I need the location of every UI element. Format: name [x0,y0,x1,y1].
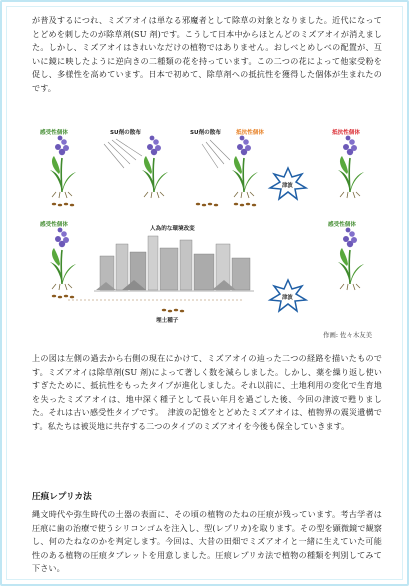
section-heading: 圧痕レプリカ法 [32,492,92,502]
plant-5 [50,228,76,290]
label-susceptible-1: 感受性個体 [40,130,68,136]
label-susceptible-2: 感受性個体 [40,222,68,228]
label-tsunami-2: 津波 [282,295,293,301]
spray-2 [202,140,230,168]
seeds-3 [234,203,256,207]
seeds-2 [196,203,218,207]
plant-1 [50,136,76,198]
plant-6 [338,228,364,290]
seeds-1 [52,203,74,207]
label-buried-seeds: 埋土種子 [156,318,179,324]
label-human-env: 人為的な環境改変 [150,226,195,232]
city-illustration [94,236,254,291]
intro-paragraph: が普及するにつれ、ミズアオイは単なる邪魔者として除草の対象となりました。近代になってとどめを刺したのが除草剤(SU 剤)です。こうして日本中からほとんどのミズアオイが消えました。しかし、ミズアオイはきれいなだけの植物ではありません。おしべとめしべの配置が、互いに鏡に映したように逆向きの二種類の花を持っています。この二つの花によって他家受粉を促し、多様性を高めています。日本で初めて、除草剤への抵抗性を獲得した個体が生まれたのです。 [32,15,382,93]
label-su-spray-1: SU剤の散布 [110,130,141,136]
section-paragraph: 縄文時代や弥生時代の土器の表面に、その頃の植物のたねの圧痕が残っています。考古学者は圧痕に歯の治療で使うシリコンゴムを注入し、型(レプリカ)を取ります。その型を顕微鏡で観察し、何のたねなのかを判定します。今回は、大昔の田畑でミズアオイと一緒に生えていた可能性のある植物の圧痕タブレットを用意しました。圧痕レプリカ法で植物の種類を判別してみて下さい。 [32,509,382,574]
figure-credit: 作画: 佐々木友美 [323,331,372,339]
label-susceptible-3: 感受性個体 [328,222,356,228]
plant-4 [338,136,364,198]
seeds-5 [52,295,74,299]
evolution-figure [32,124,382,349]
figure-svg [32,124,382,349]
plant-2 [142,136,168,198]
plant-3 [232,136,258,198]
label-resistant-1: 抵抗性個体 [236,130,264,136]
spray-1 [104,139,142,168]
body-paragraph: 上の図は左側の過去から右側の現在にかけて、ミズアオイの辿った二つの経路を描いたものです。ミズアオイは除草剤(SU 剤)によって著しく数を減らしました。しかし、薬を繰り返し使いすぎたために、抵抗性をもったタイプが進化しました。それ以前に、土地利用の変化で生育地を失ったミズアオイは、地中深く種子として長い年月を過ごした後、今回の津波で甦りました。それは古い感受性タイプです。 津波の記憶をとどめたミズアオイは、植物界の震災遺構です。私たちは被災地に共存する二つのタイプのミズアオイを今後も保全していきます。 [32,353,382,431]
label-resistant-2: 抵抗性個体 [332,130,360,136]
label-su-spray-2: SU剤の散布 [190,130,221,136]
label-tsunami-1: 津波 [282,183,293,189]
buried-seeds [162,309,184,313]
